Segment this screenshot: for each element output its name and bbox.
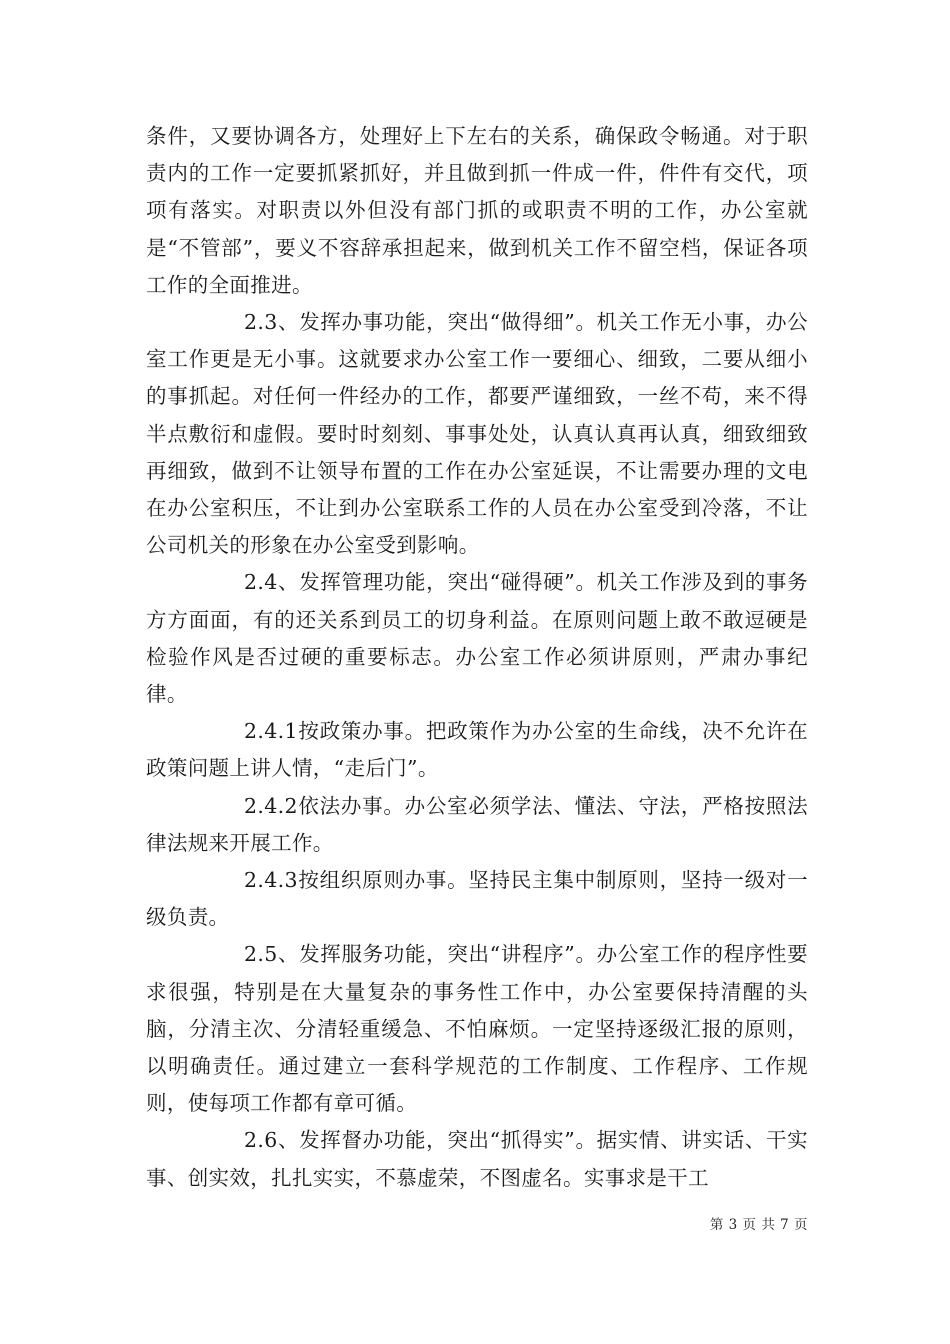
paragraph-2-4-3: 2.4.3按组织原则办事。坚持民主集中制原则，坚持一级对一级负责。 — [146, 868, 808, 930]
paragraph-2-4-2: 2.4.2依法办事。办公室必须学法、懂法、守法，严格按照法律法规来开展工作。 — [146, 793, 808, 855]
document-body — [146, 118, 808, 1197]
paragraph-2-4: 2.4、发挥管理功能，突出“碰得硬”。机关工作涉及到的事务方方面面，有的还关系到员工的切身利益。在原则问题上敢不敢逗硬是检验作风是否过硬的重要标志。办公室工作必须讲原则，严肃办事纪律。 — [146, 570, 808, 707]
page-number-footer: 第 3 页 共 7 页 — [709, 1217, 808, 1233]
paragraph-1: 条件，又要协调各方，处理好上下左右的关系，确保政令畅通。对于职责内的工作一定要抓紧抓好，并且做到抓一件成一件，件件有交代，项项有落实。对职责以外但没有部门抓的或职责不明的工作，办公室就是“不管部”，要义不容辞承担起来，做到机关工作不留空档，保证各项工作的全面推进。 — [146, 124, 808, 297]
paragraph-2-6: 2.6、发挥督办功能，突出“抓得实”。据实情、讲实话、干实事、创实效，扎扎实实，不慕虚荣，不图虚名。实事求是干工 — [146, 1128, 808, 1190]
paragraph-2-3: 2.3、发挥办事功能，突出“做得细”。机关工作无小事，办公室工作更是无小事。这就要求办公室工作一要细心、细致，二要从细小的事抓起。对任何一件经办的工作，都要严谨细致，一丝不苟，来不得半点敷衍和虚假。要时时刻刻、事事处处，认真认真再认真，细致细致再细致，做到不让领导布置的工作在办公室延误，不让需要办理的文电在办公室积压，不让到办公室联系工作的人员在办公室受到冷落，不让公司机关的形象在办公室受到影响。 — [146, 310, 808, 558]
paragraph-2-5: 2.5、发挥服务功能，突出“讲程序”。办公室工作的程序性要求很强，特别是在大量复杂的事务性工作中，办公室要保持清醒的头脑，分清主次、分清轻重缓急、不怕麻烦。一定坚持逐级汇报的原则，以明确责任。通过建立一套科学规范的工作制度、工作程序、工作规则，使每项工作都有章可循。 — [146, 942, 808, 1116]
paragraph-2-4-1: 2.4.1按政策办事。把政策作为办公室的生命线，决不允许在政策问题上讲人情，“走后门”。 — [146, 719, 808, 781]
